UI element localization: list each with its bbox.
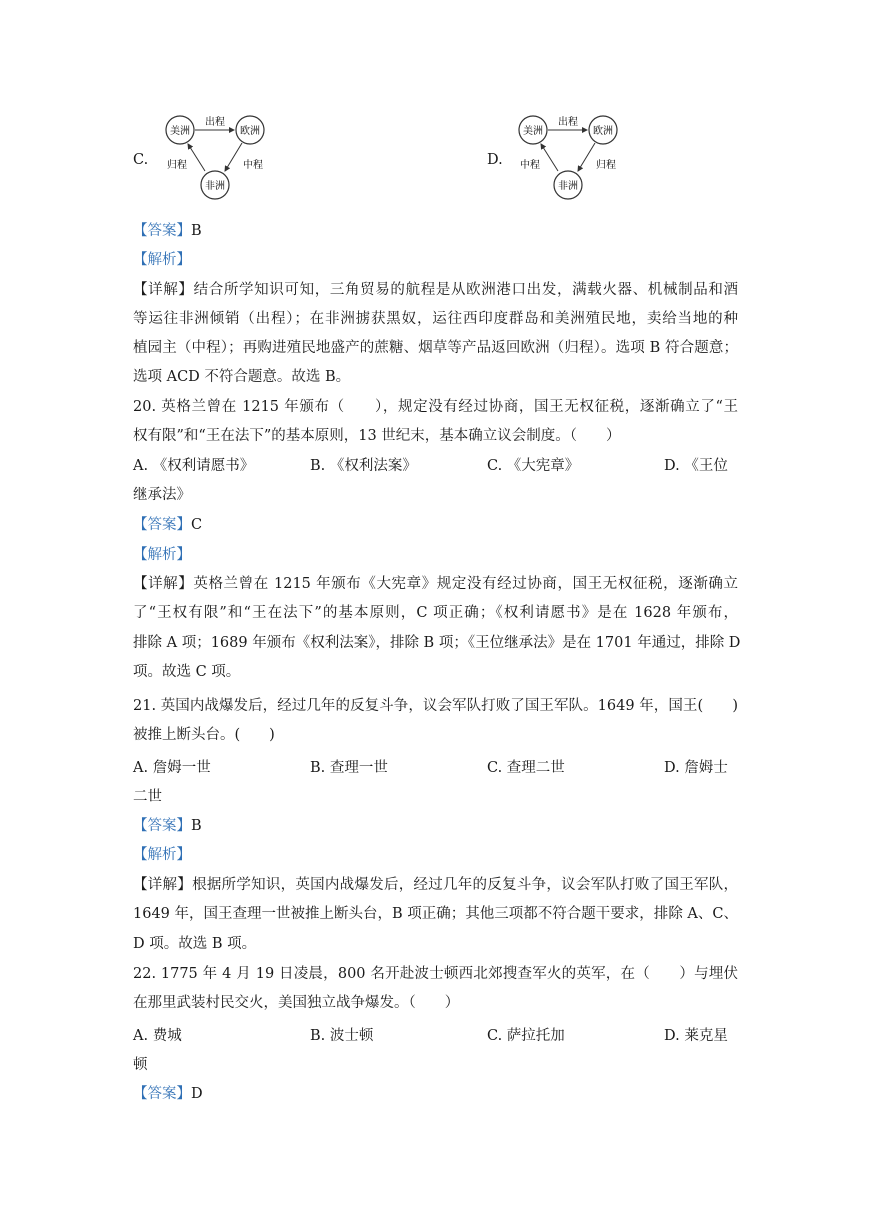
option-d-label: D.	[487, 152, 503, 168]
edge-label-africa-america: 归程	[167, 160, 187, 171]
question-stem-line: 在那里武装村民交火，美国独立战争爆发。（ ）	[133, 995, 460, 1011]
edge-europe-africa	[225, 143, 242, 171]
node-africa: 非洲	[205, 181, 225, 192]
analysis-line	[133, 845, 738, 865]
option-d: D. 詹姆士	[664, 760, 728, 776]
edge-label-europe-africa: 中程	[243, 160, 263, 171]
answer-tag: 【答案】	[133, 818, 191, 834]
detail-text: 根据所学知识，英国内战爆发后，经过几年的反复斗争，议会军队打败了国王军队，	[192, 877, 739, 893]
option-wrap: 继承法》	[133, 487, 191, 503]
answer-value: C	[191, 517, 203, 533]
question-stem-line: 权有限”和“王在法下”的基本原则，13 世纪末，基本确立议会制度。（ ）	[133, 428, 621, 444]
option-a: A. 詹姆一世	[133, 760, 211, 776]
option-a: A. 费城	[133, 1028, 182, 1044]
answer-tag: 【答案】	[133, 223, 191, 239]
answer-line	[133, 1084, 738, 1104]
edge-label-america-europe: 出程	[558, 117, 578, 128]
question-stem-line: 22. 1775 年 4 月 19 日凌晨，800 名开赴波士顿西北郊搜查军火的英军，在（ ）与埋伏	[133, 966, 738, 982]
option-wrap: 顿	[133, 1057, 148, 1073]
detail-line	[133, 280, 738, 300]
detail-text: 结合所学知识可知，三角贸易的航程是从欧洲港口出发，满载火器、机械制品和酒	[193, 282, 739, 298]
detail-line: 选项 ACD 不符合题意。故选 B。	[133, 369, 351, 385]
answer-value: D	[191, 1086, 203, 1102]
node-africa: 非洲	[558, 181, 578, 192]
option-c: C. 查理二世	[487, 760, 565, 776]
triangle-trade-diagram-d	[508, 108, 633, 203]
node-america: 美洲	[170, 126, 190, 137]
detail-tag: 【详解】	[133, 282, 194, 298]
node-europe: 欧洲	[593, 126, 613, 137]
detail-line: 排除 A 项；1689 年颁布《权利法案》，排除 B 项；《王位继承法》是在 1701 年通过，排除 D	[133, 635, 741, 651]
answer-tag: 【答案】	[133, 1086, 191, 1102]
node-america: 美洲	[523, 126, 543, 137]
detail-tag: 【详解】	[133, 877, 193, 893]
analysis-tag: 【解析】	[133, 847, 191, 863]
option-b: B. 波士顿	[310, 1028, 374, 1044]
question-stem-line: 被推上断头台。( )	[133, 727, 275, 743]
edge-europe-africa	[578, 143, 595, 171]
detail-line: 项。故选 C 项。	[133, 664, 241, 680]
option-wrap: 二世	[133, 789, 162, 805]
option-b: B. 查理一世	[310, 760, 388, 776]
answer-line	[133, 515, 738, 535]
detail-tag: 【详解】	[133, 576, 194, 592]
answer-tag: 【答案】	[133, 517, 191, 533]
answer-line	[133, 816, 738, 836]
question-stem-line: 20. 英格兰曾在 1215 年颁布（ ），规定没有经过协商，国王无权征税，逐渐确立了“王	[133, 399, 738, 415]
edge-label-america-europe: 出程	[205, 117, 225, 128]
edge-label-europe-africa: 归程	[596, 160, 616, 171]
node-europe: 欧洲	[240, 126, 260, 137]
detail-line: 了“王权有限”和“王在法下”的基本原则，C 项正确；《权利请愿书》是在 1628 年颁布，	[133, 605, 738, 621]
edge-africa-america	[188, 144, 205, 171]
detail-line	[133, 574, 738, 594]
detail-line: 等运往非洲倾销（出程）；在非洲掳获黑奴，运往西印度群岛和美洲殖民地，卖给当地的种	[133, 311, 738, 327]
option-b: B. 《权利法案》	[310, 458, 417, 474]
option-d: D. 莱克星	[664, 1028, 728, 1044]
detail-line	[133, 875, 738, 895]
detail-line: 1649 年，国王查理一世被推上断头台，B 项正确；其他三项都不符合题干要求，排除 A、C、	[133, 906, 738, 922]
analysis-line	[133, 250, 738, 270]
edge-label-africa-america: 中程	[520, 160, 540, 171]
detail-text: 英格兰曾在 1215 年颁布《大宪章》规定没有经过协商，国王无权征税，逐渐确立	[193, 576, 738, 592]
detail-line: D 项。故选 B 项。	[133, 936, 257, 952]
detail-line: 植园主（中程）；再购进殖民地盛产的蔗糖、烟草等产品返回欧洲（归程）。选项 B 符合题意；	[133, 340, 738, 356]
answer-value: B	[191, 223, 202, 239]
option-d: D. 《王位	[664, 458, 728, 474]
analysis-tag: 【解析】	[133, 252, 191, 268]
triangle-trade-diagram-c	[155, 108, 280, 203]
option-c-label: C.	[133, 152, 149, 168]
question-stem-line: 21. 英国内战爆发后，经过几年的反复斗争，议会军队打败了国王军队。1649 年，国王( )	[133, 698, 738, 714]
option-c: C. 《大宪章》	[487, 458, 580, 474]
answer-value: B	[191, 818, 202, 834]
analysis-line	[133, 545, 738, 565]
option-a: A. 《权利请愿书》	[133, 458, 255, 474]
edge-africa-america	[541, 144, 558, 171]
analysis-tag: 【解析】	[133, 547, 191, 563]
option-c: C. 萨拉托加	[487, 1028, 565, 1044]
answer-line	[133, 221, 738, 241]
